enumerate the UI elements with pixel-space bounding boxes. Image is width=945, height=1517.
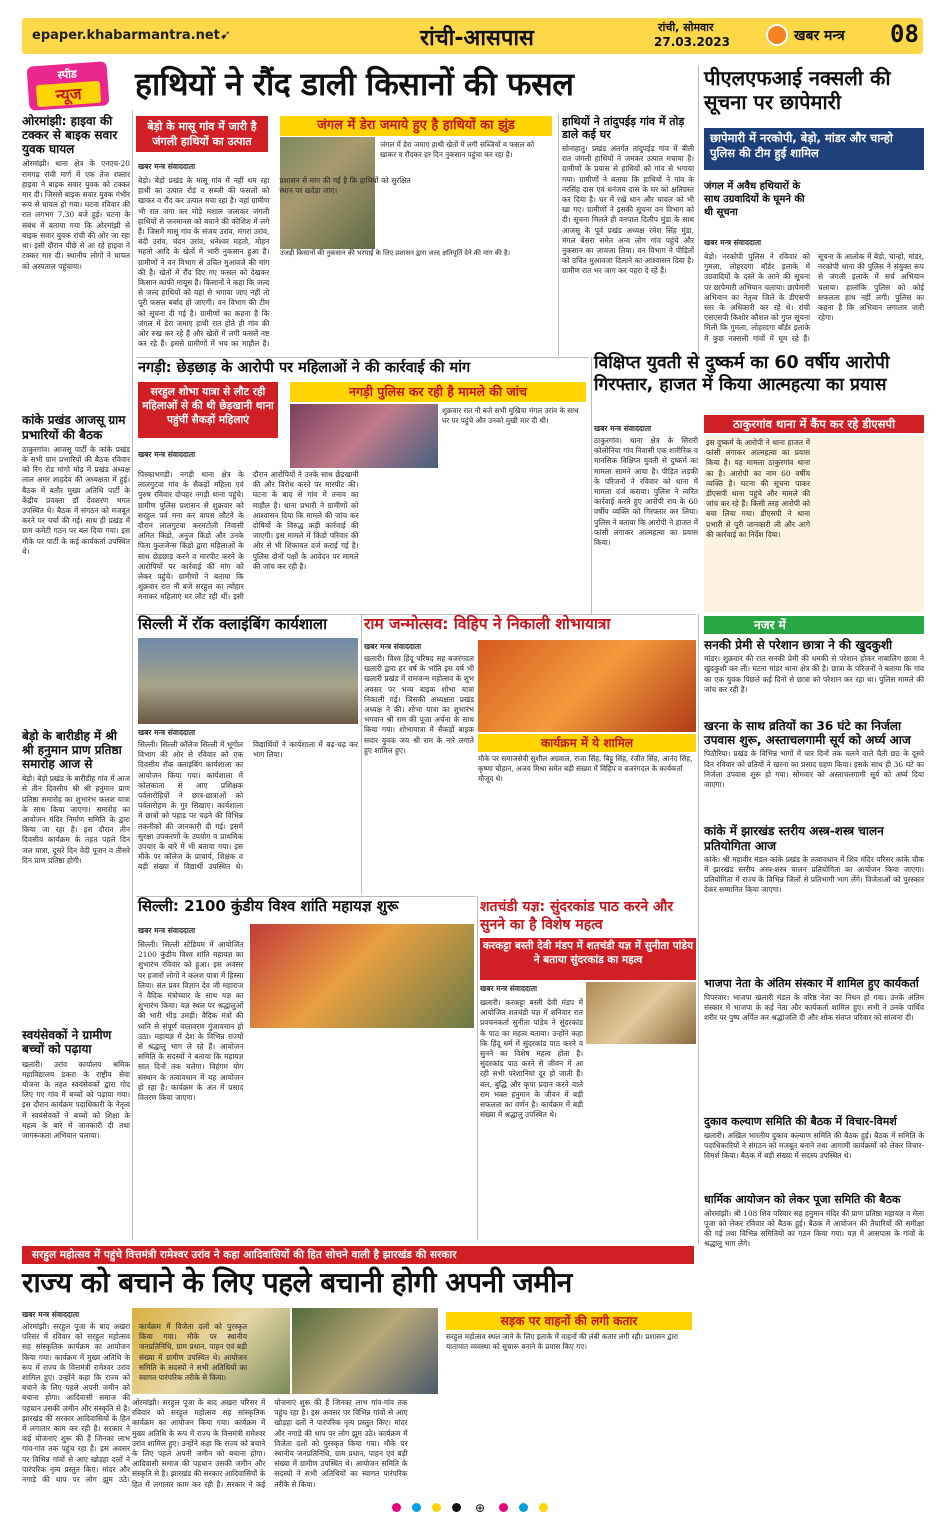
top-story-byline: खबर मन्त्र संवाददाता (138, 162, 196, 171)
column-divider (591, 357, 592, 615)
dsp-camp-banner: ठाकुरगांव थाना में कैंप कर रहे डीएसपी (704, 415, 924, 433)
sarhul-photo-title: सड़क पर वाहनों की लगी कतार (446, 1312, 692, 1330)
nagri-side-label: सरहुल शोभा यात्रा से लौट रही महिलाओं से की थी छेड़खानी थाना पहुंचीं सैकड़ों महिलाएं (138, 382, 278, 438)
top-story-caption-below: उजड़ी किसानों की नुकसान की भरपाई के लिए प्रशासन द्वारा जल्द क्षतिपूर्ति देने की मांग की है। (280, 249, 511, 257)
left-story-2-body: ठाकुरगांव। आजसू पार्टी के कांके प्रखंड के सभी ग्राम प्रभारियों की बैठक रविवार को रिंग रोड मांगो मोड़ में प्रखंड अध्यक्ष लाल अमर शाहदेव की अध्यक्षता में हुई। बैठक में बतौर मुख्य अतिथि पार्टी के केंद्रीय प्रवक्ता डॉ देवशरण भगत उपस्थित थे। बैठक में संगठन को मजबूत करने पर चर्चा की गई। साथ ही प्रखंड में ग्राम कमेटी गठन पर बल दिया गया। इस मौके पर पार्टी के कई कार्यकर्ता उपस्थित थे। (22, 444, 130, 556)
nazar-item-3-body: कांके। श्री महावीर मंडल कांके प्रखंड के तत्वावधान में शिव मंदिर परिसर कांके चौक में झारखंड स्तरीय अस्त्र-शस्त्र चालन प्रतियोगिता का आयोजन किया जाएगा। प्रतियोगिता में राज्य के विभिन्न जिलों से प्रतिभागी भाग लेंगे। विजेताओं को पुरस्कार देकर सम्मानित किया जाएगा। (704, 854, 924, 895)
site-url[interactable]: epaper.khabarmantra.net (32, 28, 220, 43)
sarhul-banner-text: सरहुल महोत्सव में पहुंचे वित्तमंत्री रामेश्वर उरांव ने कहा आदिवासियों की हित सोचने वाली है झारखंड की सरकार (32, 1249, 457, 1261)
mahayagya-headline: सिल्ली: 2100 कुंडीय विश्व शांति महायज्ञ शुरू (138, 897, 399, 915)
sarhul-banner (22, 1246, 694, 1264)
color-dot (519, 1503, 528, 1512)
shatchandi-body: खलारी। करकट्टा बस्ती देवी मंडप में आयोजित शतचंडी यज्ञ में शनिवार रात प्रवचनकर्ता सुनीता पांडेय ने सुंदरकांड के पाठ का महत्व बताया। उन्होंने कहा कि हिंदू धर्म में सुंदरकांड पाठ करने व सुनने का विशेष महत्व होता है। सुंदरकांड पाठ करने से जीवन में आ रही सभी परेशानियां दूर हो जाती हैं। बल, बुद्धि और कृपा प्रदान करने वाले राम भक्त हनुमान के जीवन में बड़ी सफलता का वर्णन है। कार्यक्रम में बड़ी संख्या में श्रद्धालु उपस्थित थे। (480, 998, 583, 1120)
column-divider (698, 66, 699, 356)
shatchandi-byline: खबर मन्त्र संवाददाता (480, 984, 538, 993)
naxal-subhead: छापेमारी में नरकोपी, बेड़ो, मांडर और चान्हो पुलिस की टीम हुई शामिल (704, 128, 924, 170)
header-date: 27.03.2023 (654, 35, 730, 49)
column-divider (477, 896, 478, 1240)
naxal-side: जंगल में अवैध हथियारों के साथ उग्रवादियों के घूमने की थी सूचना (704, 181, 805, 218)
top-story-photo-title: जंगल में डेरा जमाये हुए है हाथियों का झुंड (280, 116, 552, 136)
dsp-camp-body: इस दुष्कर्म के आरोपी ने थाना हाजत में फांसी लगाकर आत्महत्या का प्रयास किया है। यह मामला ठाकुरगांव थाना का है। आरोपी का नाम 60 वर्षीय व्यक्ति है। घटना की सूचना पाकर डीएसपी थाना पहुंचे और मामले की जांच कर रहे हैं। किसी तरह आरोपी को बचा लिया गया। डीएसपी ने थाना प्रभारी से पूरी जानकारी ली और आगे की कार्रवाई का निर्देश दिया। (704, 436, 924, 612)
speed-news-badge: स्पीड न्यूज (27, 61, 110, 110)
left-story-4-headline: स्वयंसेवकों ने ग्रामीण बच्चों को पढ़ाया (22, 1028, 112, 1057)
nagri-headline: नगड़ी: छेड़छाड़ के आरोपी पर महिलाओं ने की कार्रवाई की मांग (138, 360, 471, 376)
left-story-1-headline: ओरमांझी: हाइवा की टक्कर से बाइक सवार युवक घायल (22, 114, 118, 157)
top-story-body: बेड़ो। बेड़ो प्रखंड के मासू गांव में नहीं थम रहा हाथी का उत्पात रोड़ं व सब्जी की फसलों को खाकर व रौंद कर उत्पात मचा रहा है। वहां ग्रामीण भी रात जगा कर मोड़े मशाल जलाकर जंगली हाथियों से जनमानस को बचाने की कोशिश में लगे हैं। जिसमें मासू गांव के संजय उरांव, मंगरा उरांव, बंदी उरांव, चंदन उरांव, धनेश्वर महतो, मोहन महतो आदि के खेतों में भारी नुकसान हुआ है। ग्रामीणों ने वन विभाग से उचित मुआवजे की मांग की है। खेतों में रौंद दिए गए फसल को देखकर किसान काफी मायूस हैं। किसानों ने कहा कि जल्द से जल्द हाथियों को यहां से भगाया जाए नहीं तो पूरी फसल बर्बाद हो जाएगी। वन विभाग की टीम को सूचना दी गई है। ग्रामीणों का कहना है कि जंगल में डेरा जमाए हाथी रात होते ही गांव की ओर रुख कर रहे हैं और खेतों में लगी फसलें नष्ट कर रहे हैं। इससे ग्रामीणों में भय का माहौल है। प्रशासन से मांग की गई है कि हाथियों को सुरक्षित स्थान पर खदेड़ा जाए। (138, 176, 411, 349)
mahayagya-byline: खबर मन्त्र संवाददाता (138, 926, 196, 935)
column-divider (698, 614, 699, 1244)
nazar-item-3-headline: कांके में झारखंड स्तरीय अस्त्र-शस्त्र चालन प्रतियोगिता आज (704, 824, 884, 853)
ram-navami-caption: मौके पर समाजसेवी सुशील अग्रवाल, राजा सिंह, बिट्टू सिंह, रंजीत सिंह, आनंद सिंह, कृष्णा चौहान, अजय मिश्रा समेत बड़ी संख्या में विहिप व बजरंगदल के कार्यकर्ता मौजूद थे। (478, 754, 693, 783)
color-dot (452, 1503, 461, 1512)
suicide-headline: विक्षिप्त युवती से दुष्कर्म का 60 वर्षीय आरोपी गिरफ्तार, हाजत में किया आत्महत्या का प्रयास (594, 353, 890, 395)
left-story-3-headline: बेड़ो के बारीडीह में श्री श्री हनुमान प्राण प्रतिष्ठा समारोह आज से (22, 728, 122, 772)
nazar-item-5-body: खलारी। अखिल भारतीय दुकाव कल्याण समिति की बैठक हुई। बैठक में समिति के पदाधिकारियों ने संगठन को मजबूत बनाने तथा आगामी कार्यक्रमों को लेकर विचार-विमर्श किया। बैठक में बड़ी संख्या में सदस्य उपस्थित थे। (704, 1130, 924, 1161)
sarhul-body: ओरमांझी। सरहुल पूजा के बाद अखरा परिसर में रविवार को सरहुल महोत्सव सह सांस्कृतिक कार्यक्रम का आयोजन किया गया। कार्यक्रम में मुख्य अतिथि के रूप में राज्य के वित्तमंत्री रामेश्वर उरांव शामिल हुए। उन्होंने कहा कि राज्य को बचाने के लिए पहले अपनी जमीन को बचाना होगा। आदिवासी समाज की पहचान उसकी जमीन और संस्कृति से है। झारखंड की सरकार आदिवासियों के हित में लगातार काम कर रही है। सरकार ने कई योजनाएं शुरू की हैं जिनका लाभ गांव-गांव तक पहुंच रहा है। इस अवसर पर विभिन्न गांवों से आए खोड़हा दलों ने पारंपरिक नृत्य प्रस्तुत किए। मांदर और नगाड़े की थाप पर लोग झूम उठे। (22, 1322, 130, 1485)
color-dot (432, 1503, 441, 1512)
crosshair-icon: ⊕ (475, 1501, 486, 1515)
left-story-1-body: ओरमांझी। थाना क्षेत्र के एनएच-20 रामगढ़ रांची मार्ग में एक तेज रफ्तार हाइवा ने बाइक सवार युवक को टक्कर मार दी। जिससे बाइक सवार युवक गंभीर रूप से घायल हो गया। घटना रविवार की रात लगभग 7.30 बजे हुई। घटना के संबंध में बताया गया कि ओरमांझी से बाइक सवार युवक रांची की ओर जा रहा था। इसी दौरान पीछे से आ रहे हाइवा ने टक्कर मार दी। स्थानीय लोगों ने घायल को अस्पताल पहुंचाया। (22, 159, 130, 271)
top-story-photo-caption: जंगल में डेरा जमाए हाथी खेतों में लगी सब्जियों व फसल को खाकर व रौंदकर हर दिन नुकसान पहुंचा कर रहा है। (380, 140, 535, 159)
rock-climbing-photo (138, 638, 358, 724)
top-story-headline: हाथियों ने रौंद डाली किसानों की फसल (135, 65, 574, 103)
suicide-byline: खबर मन्त्र संवाददाता (594, 424, 652, 433)
nazar-item-6-headline: धार्मिक आयोजन को लेकर पूजा समिति की बैठक (704, 1192, 901, 1206)
section-title: रांची-आसपास (420, 26, 534, 51)
nazar-item-5-headline: दुकाव कल्याण समिति की बैठक में विचार-विमर्श (704, 1114, 897, 1128)
nagri-photo-caption: शुक्रवार रात नौ बजे सभी मुखिया मंगल उरांव के साथ घर पर पहुंचे और उनको मुखी मार दी थी। (442, 406, 579, 425)
nazar-tag-label: नजर में (754, 618, 786, 632)
nazar-list (704, 638, 924, 1249)
brand-name: खबर मन्त्र (794, 28, 845, 44)
column-divider (361, 614, 362, 894)
color-dot (539, 1503, 548, 1512)
left-story-3-body: बेड़ो। बेड़ो प्रखंड के बारीडीह गांव में आज से तीन दिवसीय श्री श्री हनुमान प्राण प्रतिष्ठा समारोह का शुभारंभ कलश यात्रा के साथ किया जाएगा। समारोह का आयोजन मंदिर निर्माण समिति के द्वारा किया जा रहा है। इस दौरान तीन दिवसीय कार्यक्रम के तहत पहले दिन जल यात्रा, दूसरे दिन वेदी पूजन व तीसरे दिन प्राण प्रतिष्ठा होगी। (22, 774, 130, 865)
nagri-byline: खबर मन्त्र संवाददाता (138, 450, 196, 459)
naxal-body: बेड़ो। नरकोपी पुलिस ने रविवार को गुमला, लोहरदगा बॉर्डर इलाके में उग्रवादियों के दस्ते के आने की सूचना पर छापेमारी अभियान चलाया। छापेमारी अभियान का नेतृत्व जिले के डीएसपी स्तर के अधिकारी कर रहे थे। रांची एसएसपी किशोर कौशल को गुप्त सूचना मिली कि गुमला, लोहरदगा बॉर्डर इलाके में कुछ नक्सली गांवों में घूम रहे हैं। सूचना के आलोक में बेड़ो, चान्हो, मांडर, नरकोपी थाना की पुलिस ने संयुक्त रूप से जंगली इलाके में सर्च अभियान चलाया। हालांकि पुलिस को कोई सफलता हाथ नहीं लगी। पुलिस का कहना है कि अभियान लगातार जारी रहेगा। (704, 252, 924, 343)
nazar-item-4-headline: भाजपा नेता के अंतिम संस्कार में शामिल हुए कार्यकर्ता (704, 976, 919, 990)
nazar-item-4-body: पिपरवार। भाजपा खलारी मंडल के वरिष्ठ नेता का निधन हो गया। उनके अंतिम संस्कार में भाजपा के कई नेता और कार्यकर्ता शामिल हुए। सभी ने उनके पार्थिव शरीर पर पुष्प अर्पित कर श्रद्धांजलि दी और शोक संतप्त परिवार को सांत्वना दी। (704, 992, 924, 1023)
nazar-item-6-body: ओरमांझी। श्री 108 शिव परिवार सह हनुमान मंदिर की प्राण प्रतिष्ठा महायज्ञ व मेला पूजा को लेकर रविवार को बैठक हुई। बैठक में आयोजन की तैयारियों की समीक्षा की गई तथा विभिन्न समितियों का गठन किया गया। यज्ञ में आसपास के गांवों के श्रद्धालु भाग लेंगे। (704, 1208, 924, 1249)
rock-climbing-byline: खबर मन्त्र संवाददाता (138, 728, 196, 737)
masthead (22, 18, 923, 54)
rock-climbing-body: सिल्ली। सिल्ली कॉलेज सिल्ली में भूगोल विभाग की ओर से रविवार को एक दिवसीय रॉक क्लाइंबिंग कार्यशाला का आयोजन किया गया। कार्यशाला में कोलकाता से आए प्रशिक्षक पर्वतारोहियों ने छात्र-छात्राओं को पर्वतारोहण के गुर सिखाए। कार्यशाला में छात्रों को पहाड़ पर चढ़ने की विभिन्न तकनीकों की जानकारी दी गई। इसमें सुरक्षा उपकरणों के उपयोग व प्राथमिक उपचार के बारे में भी बताया गया। इस मौके पर कॉलेज के प्राचार्य, शिक्षक व बड़ी संख्या में विद्यार्थी उपस्थित थे। विद्यार्थियों ने कार्यशाला में बढ़-चढ़ कर भाग लिया। (138, 740, 358, 872)
ram-navami-caption-title: कार्यक्रम में ये शामिल (478, 734, 696, 752)
page-number: 08 (890, 20, 919, 48)
sarhul-photo-caption: सरहुल महोत्सव स्थल जाने के लिए इलाके में वाहनों की लंबी कतार लगी रही। प्रशासन द्वारा यातायात व्यवस्था को सुचारू बनाने के प्रयास किए गए। (446, 1332, 679, 1351)
naxal-byline: खबर मन्त्र संवाददाता (704, 238, 762, 247)
sarhul-byline: खबर मन्त्र संवाददाता (22, 1310, 80, 1319)
color-dot (392, 1503, 401, 1512)
nagri-photo-title: नगड़ी पुलिस कर रही है मामले की जांच (290, 382, 586, 402)
tandpaidh-headline: हाथियों ने तांदुपईड़ गांव में तोड़ डाले कई घर (562, 115, 685, 141)
sarhul-photo-mid (292, 1308, 438, 1394)
left-column (22, 114, 130, 1244)
ram-navami-photo (478, 640, 696, 732)
suicide-body: ठाकुरगांव। थाना क्षेत्र के सिरारी कोलोनिया गांव निवासी एक शारीरिक व मानसिक विक्षिप्त युवती से दुष्कर्म का मामला सामने आया है। पीड़ित लड़की के परिजनों ने रविवार को थाना में मामला दर्ज कराया। पुलिस ने त्वरित कार्रवाई करते हुए आरोपी राय के 60 वर्षीय व्यक्ति को गिरफ्तार कर लिया। पुलिस ने बताया कि आरोपी ने हाजत में फांसी लगाकर आत्महत्या का प्रयास किया। (594, 436, 698, 548)
sarhul-body-cont: ओरमांझी। सरहुल पूजा के बाद अखरा परिसर में रविवार को सरहुल महोत्सव सह सांस्कृतिक कार्यक्रम का आयोजन किया गया। कार्यक्रम में मुख्य अतिथि के रूप में राज्य के वित्तमंत्री रामेश्वर उरांव शामिल हुए। उन्होंने कहा कि राज्य को बचाने के लिए पहले अपनी जमीन को बचाना होगा। आदिवासी समाज की पहचान उसकी जमीन और संस्कृति से है। झारखंड की सरकार आदिवासियों के हित में लगातार काम कर रही है। सरकार ने कई योजनाएं शुरू की हैं जिनका लाभ गांव-गांव तक पहुंच रहा है। इस अवसर पर विभिन्न गांवों से आए खोड़हा दलों ने पारंपरिक नृत्य प्रस्तुत किए। मांदर और नगाड़े की थाप पर लोग झूम उठे। कार्यक्रम में विजेता दलों को पुरस्कृत किया गया। मौके पर स्थानीय जनप्रतिनिधि, ग्राम प्रधान, पाहन एवं बड़ी संख्या में ग्रामीण उपस्थित थे। आयोजन समिति के सदस्यों ने सभी अतिथियों का स्वागत पारंपरिक तरीके से किया। (132, 1398, 408, 1489)
nazar-item-2-headline: खरना के साथ व्रतियों का 36 घंटे का निर्जला उपवास शुरू, अस्ताचलगामी सूर्य को अर्घ्य आज (704, 719, 911, 748)
nazar-item-2-body: पिठौरिया। प्रखंड के विभिन्न भागों में चार दिनों तक चलने वाले चैती छठ के दूसरे दिन रविवार को व्रतियों ने खरना का प्रसाद ग्रहण किया। इसके साथ ही 36 घंटे का निर्जला उपवास शुरू हो गया। सोमवार को अस्ताचलगामी सूर्य को अर्घ्य दिया जाएगा। (704, 749, 924, 790)
nagri-photo (290, 404, 438, 468)
header-city-day: रांची, सोमवार (658, 21, 714, 34)
nazar-item-1-body: मांडर। शुक्रवार की रात सनकी प्रेमी की धमकी से परेशान होकर नाबालिग छात्रा ने खुदकुशी कर ली। घटना मांडर थाना क्षेत्र की है। छात्रा के परिजनों ने बताया कि गांव का एक युवक पिछले कई दिनों से छात्रा को परेशान कर रहा था। पुलिस मामले की जांच कर रही है। (704, 654, 924, 694)
column-divider (558, 114, 559, 356)
ram-navami-byline: खबर मन्त्र संवाददाता (364, 642, 422, 651)
nazar-tag (704, 616, 924, 634)
sarhul-headline: राज्य को बचाने के लिए पहले बचानी होगी अपनी जमीन (22, 1266, 572, 1299)
tandpaidh-body: सोनाहातु। प्रखंड अंतर्गत तांदुपईड़ गांव में बीती रात जंगली हाथियों ने जमकर उत्पात मचाया है। ग्रामीणों के प्रयास से हाथियों को गांव से भगाया गया। ग्रामीणों ने बताया कि हाथियों ने गांव के नरसिंह दास एवं धनंजय दास के घर को क्षतिग्रस्त कर दिया है। घर में रखे धान और चावल को भी खा गए। ग्रामीणों ने इसकी सूचना वन विभाग को दी। सूचना मिलते ही वनपाल दिलीप मुंडा के साथ आजसू के पूर्व प्रखंड अध्यक्ष रमेश सिंह मुंडा, मंगल बेसरा समेत अन्य लोग गांव पहुंचे और नुकसान का जायजा लिया। वन विभाग ने पीड़ितों को उचित मुआवजा दिलाने का आश्वासन दिया है। ग्रामीण रात भर जाग कर पहरा दे रहे हैं। (562, 144, 694, 276)
column-divider (132, 110, 133, 1240)
shatchandi-headline: शतचंडी यज्ञ: सुंदरकांड पाठ करने और सुनने का है विशेष महत्व (480, 899, 674, 933)
ram-navami-headline: राम जन्मोत्सव: विहिप ने निकाली शोभायात्रा (364, 615, 611, 633)
cursor-icon: ➹ (220, 28, 231, 43)
brand-logo-icon (766, 24, 788, 46)
left-story-2-headline: कांके प्रखंड आजसू ग्राम प्रभारियों की बैठक (22, 413, 126, 442)
color-dot (412, 1503, 421, 1512)
section-divider (136, 357, 588, 358)
naxal-headline: पीएलएफआई नक्सली की सूचना पर छापेमारी (704, 66, 891, 114)
nagri-body: पिस्काभगड़ी। नगड़ी थाना क्षेत्र के लालगुटवा गांव के सैकड़ों महिला एवं पुरुष रविवार दोपहर नगड़ी थाना पहुंचे। ग्रामीण पुलिस प्रशासन से शुक्रवार को सरहुल पर्व मना कर वापस लौटने के दौरान लालगुटवा करमटोली निवासी अमित किंडो, अनुज किंडो और उनके पिता फुलजेन्स किंडो द्वारा महिलाओं के साथ छेड़छाड़ करने व मारपीट करने के आरोपियों पर कार्रवाई की मांग को लेकर पहुंचे। ग्रामीणों ने बताया कि शुक्रवार रात नौ बजे सरहुल का त्योहार मनाकर महिलाएं घर लौट रही थीं। इसी दौरान आरोपियों ने उनके साथ छेड़खानी की और विरोध करने पर मारपीट की। घटना के बाद से गांव में तनाव का माहौल है। थाना प्रभारी ने ग्रामीणों को आश्वासन दिया कि मामले की जांच कर दोषियों के विरुद्ध कड़ी कार्रवाई की जाएगी। इस मामले में किंडो परिवार की ओर से भी शिकायत दर्ज कराई गई है। पुलिस दोनों पक्षों के आवेदन पर मामले की जांच कर रही है। (138, 470, 359, 602)
rock-climbing-headline: सिल्ली में रॉक क्लाइंबिंग कार्यशाला (138, 615, 327, 633)
ram-navami-body: खलारी। विश्व हिंदू परिषद सह बजरंगदल खलारी द्वारा हर वर्ष के भांति इस वर्ष भी खलारी प्रखंड में रामजन्म महोत्सव के शुभ अवसर पर भव्य बाइक शोभा यात्रा निकाली गई। जिसकी अध्यक्षता प्रखंड अध्यक्ष ने की। शोभा यात्रा का शुभारंभ भगवान श्री राम की पूजा अर्चना के साथ किया गया। शोभायात्रा में सैकड़ों बाइक सवार युवक जय श्री राम के नारे लगाते हुए शामिल हुए। (364, 654, 474, 755)
mahayagya-body: सिल्ली। सिल्ली स्टेडियम में आयोजित 2100 कुंडीय विश्व शांति महायज्ञ का शुभारंभ रविवार को हुआ। इस अवसर पर हजारों लोगों ने कलश यात्रा में हिस्सा लिया। संत प्रवर विज्ञान देव जी महाराज ने वैदिक मंत्रोच्चार के साथ यज्ञ का शुभारंभ किया। यज्ञ स्थल पर श्रद्धालुओं की भारी भीड़ उमड़ी। वैदिक मंत्रों की ध्वनि से संपूर्ण वातावरण गुंजायमान हो उठा। महायज्ञ में देश के विभिन्न राज्यों से श्रद्धालु भाग ले रहे हैं। आयोजन समिति के सदस्यों ने बताया कि महायज्ञ सात दिनों तक चलेगा। विहंगम योग संस्थान के तत्वावधान में यह आयोजन हो रहा है। कार्यक्रम के अंत में प्रसाद वितरण किया जाएगा। (138, 940, 244, 1103)
nazar-item-1-headline: सनकी प्रेमी से परेशान छात्रा ने की खुदकुशी (704, 638, 893, 652)
color-dot (499, 1503, 508, 1512)
shatchandi-side-label: करकट्टा बस्ती देवी मंडप में शतचंडी यज्ञ में सुनीता पांडेय ने बताया सुंदरकांड का महत्व (480, 938, 696, 980)
footer-registration-marks (330, 1497, 610, 1515)
top-story-side-label: बेड़ो के मासू गांव में जारी है जंगली हाथियों का उत्पात (136, 116, 268, 152)
left-story-4-body: खलारी। उरांव कार्यालय श्रमिक महाविद्यालय डकरा के राष्ट्रीय सेवा योजना के तहत स्वयंसेवकों द्वारा गोद लिए गए गांव में बच्चों को पढ़ाया गया। इस दौरान कार्यक्रम पदाधिकारी के नेतृत्व में स्वयंसेवकों ने बच्चों को शिक्षा के महत्व के बारे में जानकारी दी तथा जागरूकता अभियान चलाया। (22, 1059, 130, 1140)
